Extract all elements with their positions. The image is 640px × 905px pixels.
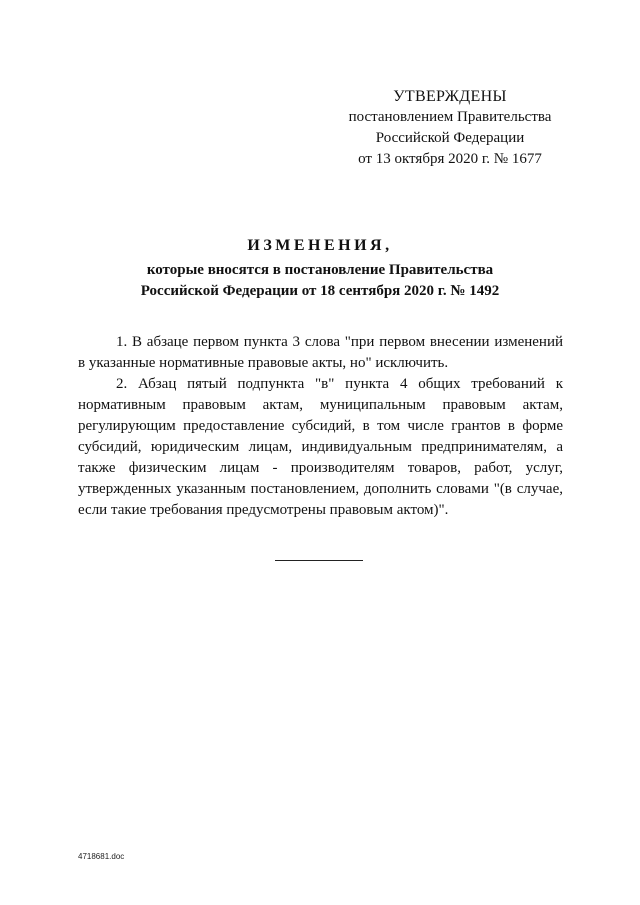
document-subtitle — [0, 260, 640, 302]
document-title: ИЗМЕНЕНИЯ, — [247, 237, 393, 254]
subtitle-line-1: которые вносятся в постановление Правительства — [146, 262, 494, 278]
subtitle-line-2: Российской Федерации от 18 сентября 2020 г. № 1492 — [140, 283, 500, 299]
document-body — [78, 332, 563, 521]
file-code: 4718681.doc — [78, 852, 125, 861]
approval-line-decree: постановлением Правительства — [348, 109, 552, 125]
approval-block — [330, 86, 570, 170]
approval-line-federation: Российской Федерации — [375, 130, 525, 146]
approval-heading: УТВЕРЖДЕНЫ — [393, 88, 507, 105]
approval-line-date-number: от 13 октября 2020 г. № 1677 — [358, 151, 542, 167]
closing-divider — [275, 560, 363, 561]
paragraph-1: 1. В абзаце первом пункта 3 слова "при первом внесении изменений в указанные нормативные правовые акты, но" исключить. — [78, 334, 563, 371]
paragraph-2: 2. Абзац пятый подпункта "в" пункта 4 общих требований к нормативным правовым актам, муниципальным правовым актам, регулирующим предоставление субсидий, в том числе грантов в форме субсидий, юридическим лицам, индивидуальным предпринимателям, а также физическим лицам - производителям товаров, работ, услуг, утвержденных указанным постановлением, дополнить словами "(в случае, если такие требования предусмотрены правовым актом)". — [78, 376, 563, 518]
